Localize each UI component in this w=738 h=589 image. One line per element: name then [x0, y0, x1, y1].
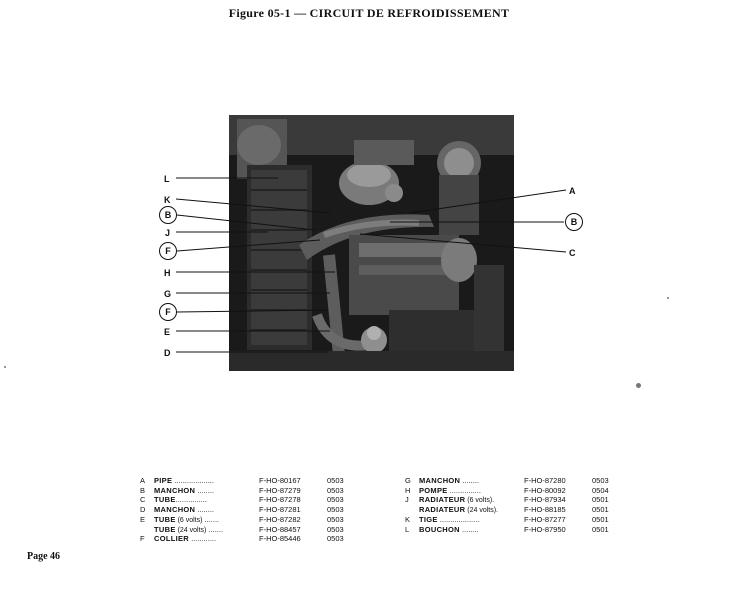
part-leader: .......: [202, 515, 220, 524]
parts-row: [405, 516, 622, 526]
part-group: 0503: [327, 476, 344, 485]
part-code: J: [405, 495, 409, 505]
callout-right-1: A: [569, 186, 576, 196]
part-leader: ........: [460, 477, 480, 485]
part-group: 0503: [327, 505, 344, 515]
callout-left-2: K: [164, 195, 171, 205]
part-code: H: [405, 485, 411, 495]
part-leader: .......: [206, 525, 224, 534]
part-group: 0504: [592, 485, 609, 495]
part-code: C: [140, 495, 146, 505]
callout-left-1: L: [164, 174, 170, 184]
page-title: Figure 05-1 — CIRCUIT DE REFROIDISSEMENT: [228, 6, 510, 20]
part-name: MANCHON: [154, 486, 196, 495]
leader-line-A: [410, 190, 566, 213]
part-code: G: [405, 476, 411, 485]
part-name: PIPE: [154, 477, 173, 485]
scan-speck: [636, 383, 641, 388]
callout-left-7: G: [164, 289, 172, 299]
parts-list-right: [405, 477, 622, 535]
part-code: F: [140, 534, 145, 544]
part-group: 0501: [592, 524, 609, 534]
callout-left-10: D: [164, 348, 171, 358]
part-reference: F-HO-87279: [259, 485, 301, 495]
part-reference: F-HO-88185: [524, 505, 566, 515]
part-name: POMPE: [419, 486, 448, 495]
parts-row: [140, 496, 357, 506]
part-reference: F-HO-87282: [259, 514, 301, 524]
parts-row: [405, 506, 622, 516]
page-number: Page 46: [27, 551, 61, 562]
part-group: 0503: [592, 476, 609, 485]
part-name: COLLIER: [154, 535, 190, 544]
callout-right-2-circled: B: [565, 213, 583, 231]
part-reference: F-HO-87281: [259, 505, 301, 515]
part-leader: ...................: [437, 515, 480, 524]
leader-line-C: [360, 234, 566, 252]
part-reference: F-HO-87950: [524, 524, 566, 534]
part-reference: F-HO-87277: [524, 514, 566, 524]
callout-left-6: H: [164, 268, 171, 278]
part-leader: ............: [189, 535, 217, 544]
part-code: D: [140, 505, 146, 515]
part-leader: ...................: [172, 477, 214, 485]
part-name: TUBE: [154, 496, 176, 505]
parts-row: [140, 535, 357, 545]
callout-left-9: E: [164, 327, 171, 337]
parts-row: [140, 487, 357, 497]
part-group: 0503: [327, 524, 344, 534]
part-reference: F-HO-80092: [524, 485, 566, 495]
part-name: MANCHON: [419, 477, 461, 485]
part-reference: F-HO-88457: [259, 524, 301, 534]
part-code: K: [405, 514, 411, 524]
part-code: L: [405, 524, 410, 534]
part-qualifier: (24 volts).: [465, 507, 498, 515]
part-reference: F-HO-87934: [524, 495, 566, 505]
part-code: E: [140, 514, 146, 524]
scan-speck: [667, 297, 669, 299]
part-reference: F-HO-87280: [524, 476, 566, 485]
callout-right-3: C: [569, 248, 576, 258]
part-reference: F-HO-80167: [259, 476, 301, 485]
parts-list-left: [140, 477, 357, 545]
part-name: TIGE: [419, 515, 438, 524]
callout-left-8-circled: F: [159, 303, 177, 321]
part-code: B: [140, 485, 146, 495]
leader-line-F-top: [177, 240, 320, 251]
part-group: 0503: [327, 534, 344, 544]
parts-row: [405, 487, 622, 497]
part-leader: ........: [195, 486, 215, 495]
part-name: RADIATEUR: [419, 506, 466, 515]
part-group: 0501: [592, 495, 609, 505]
callout-left-3-circled: B: [159, 206, 177, 224]
part-leader: ........: [195, 506, 215, 515]
parts-row: [405, 526, 622, 536]
scan-speck: [4, 366, 6, 368]
part-qualifier: (6 volts).: [465, 497, 495, 505]
part-group: 0501: [592, 514, 609, 524]
leader-line-F-bottom: [177, 310, 328, 312]
parts-row: [140, 526, 357, 536]
parts-row: [405, 496, 622, 506]
parts-row: [140, 516, 357, 526]
part-reference: F-HO-87278: [259, 495, 301, 505]
part-leader: ...............: [175, 496, 207, 505]
part-qualifier: (6 volts): [175, 516, 203, 524]
part-group: 0503: [327, 495, 344, 505]
part-group: 0503: [327, 485, 344, 495]
part-code: A: [140, 476, 146, 485]
parts-row: [140, 506, 357, 516]
part-name: TUBE: [154, 525, 176, 534]
part-name: MANCHON: [154, 506, 196, 515]
part-leader: ........: [459, 525, 479, 534]
leader-line-K: [176, 199, 330, 213]
part-group: 0501: [592, 505, 609, 515]
part-name: TUBE: [154, 515, 176, 524]
callout-left-4: J: [165, 228, 171, 238]
part-name: RADIATEUR: [419, 496, 466, 505]
parts-row: [140, 477, 357, 487]
callout-left-5-circled: F: [159, 242, 177, 260]
leader-line-B-left: [177, 215, 315, 230]
parts-row: [405, 477, 622, 487]
part-group: 0503: [327, 514, 344, 524]
part-leader: ...............: [447, 486, 481, 495]
part-name: BOUCHON: [419, 525, 460, 534]
part-qualifier: (24 volts): [175, 526, 207, 534]
part-reference: F-HO-85446: [259, 534, 301, 544]
